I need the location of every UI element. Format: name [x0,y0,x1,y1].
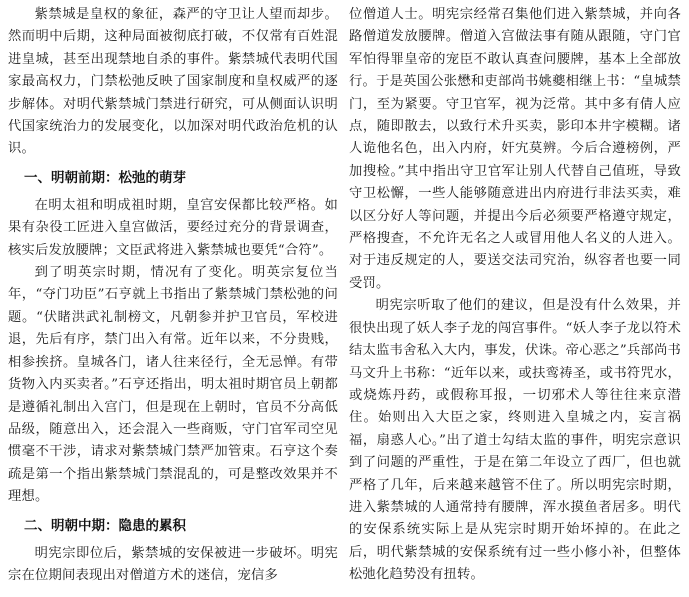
paragraph-xianzong-start: 明宪宗即位后，紫禁城的安保被进一步破坏。明宪宗在位期间表现出对僧道方术的迷信，宠信多 [8,545,338,583]
left-column [8,4,338,587]
paragraph-li-zilong: 明宪宗听取了他们的建议，但是没有什么效果，并很快出现了妖人李子龙的闯宫事件。“妖人李子龙以符术结太监韦舍私入大内，事发，伏诛。帝心恶之”兵部尚书马文升上书称：“近年以来，或扶鸾祷圣，或书符咒水，或烧炼丹药，或假称耳报，一切邪术人等往往来京潜住。始则出入大臣之家，终则进入皇城之内，妄言祸福，扇惑人心。”出了道士勾结太监的事件，明宪宗意识到了问题的严重性，于是在第二年设立了西厂，但也就严格了几年，后来越来越管不住了。所以明宪宗时期，进入紫禁城的人通常持有腰牌，浑水摸鱼者居多。明代的安保系统实际上是从宪宗时期开始坏掉的。在此之后，明代紫禁城的安保系统有过一些小修小补，但整体松弛化趋势没有扭转。 [349,298,681,583]
paragraph-yingzong: 到了明英宗时期，情况有了变化。明英宗复位当年，“夺门功臣”石亨就上书指出了紫禁城门禁松弛的问题。“伏睹洪武礼制榜文，凡朝参并护卫官员，军校进退，先后有序，禁门出入有常。近年以来，不分贵贱，相参挨挤。皇城各门，诸人往来径行，全无忌惮。有带货物入内买卖者。”石亨还指出，明太祖时期官员上朝都是遵循礼制出入宫门，但是现在上朝时，官员不分高低品级，随意出入，还会混入一些商贩，守门官军司空见惯毫不干涉，请求对紫禁城门禁严加管束。石亨这个奏疏是第一个指出紫禁城门禁混乱的，可是整改效果并不理想。 [8,265,338,505]
intro-paragraph: 紫禁城是皇权的象征，森严的守卫让人望而却步。然而明中后期，这种局面被彻底打破，不仅常有百姓混进皇城，甚至出现禁地自杀的事件。紫禁城代表明代国家最高权力，门禁松弛反映了国家制度和皇权威严的逐步解体。对明代紫禁城门禁进行研究，可从侧面认识明代国家统治力的发展变化，以加深对明代政治危机的认识。 [8,7,338,157]
paragraph-early-security: 在明太祖和明成祖时期，皇宫安保都比较严格。如果有杂役工匠进入皇宫做活，要经过充分的背景调查，核实后发放腰牌；文臣武将进入紫禁城也要凭“合符”。 [8,197,338,258]
section-heading-early-ming: 一、明朝前期：松弛的萌芽 [24,169,186,186]
section-heading-mid-ming: 二、明朝中期：隐患的累积 [24,517,186,534]
right-column [349,4,681,587]
paragraph-xianzong-continued: 位僧道人士。明宪宗经常召集他们进入紫禁城，并向各路僧道发放腰牌。僧道入宫做法事有随从跟随，守门官军怕得罪皇帝的宠臣不敢认真查问腰牌，基本上全部放行。于是英国公张懋和吏部尚书姚夔相继上书：“皇城禁门，至为紧要。守卫官军，视为泛常。其中多有倩人应点，随即散去，以致行术升买卖，影印本井字模糊。诸人诡他名色，出入内府，奸宄莫辨。今后合遵榜例，严加搜检。”其中指出守卫官军让别人代替自己值班，导致守卫松懈，一些人能够随意进出内府进行非法买卖，难以区分好人等问题，并提出今后必须要严格遵守规定，严格搜查，不允许无名之人或冒用他人名义的人进入。对于违反规定的人，要送交法司究治，纵容者也要一同受罚。 [349,7,681,291]
